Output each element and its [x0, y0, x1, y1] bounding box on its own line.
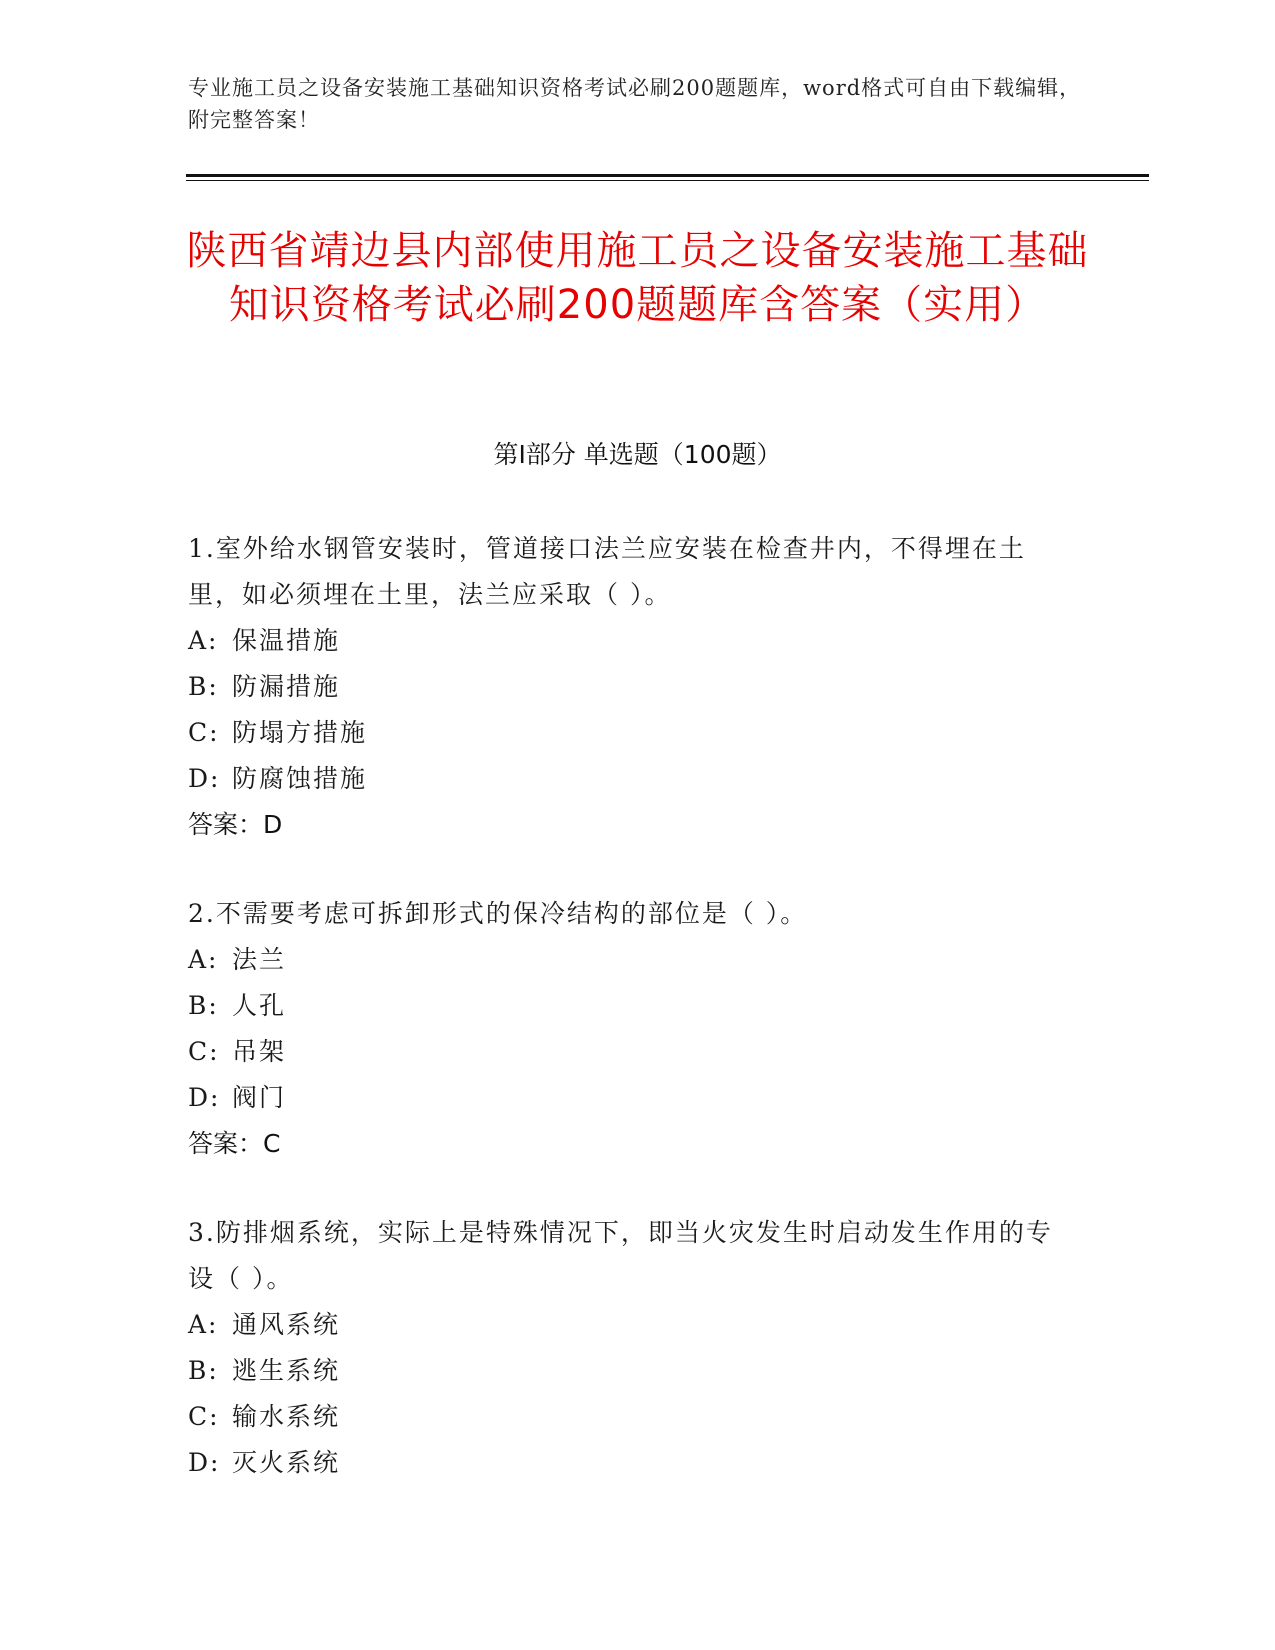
option-letter: B: — [188, 991, 219, 1020]
header-rule-thick — [186, 174, 1149, 177]
option-letter: D: — [188, 764, 221, 793]
option-a — [188, 1302, 1068, 1348]
answer-line: 答案：C — [188, 1129, 281, 1158]
question-stem: 1.室外给水钢管安装时，管道接口法兰应安装在检查井内，不得埋在土里，如必须埋在土里，法兰应采取（ ）。 — [188, 534, 1026, 609]
option-letter: A: — [188, 945, 219, 974]
option-text: 防腐蚀措施 — [232, 764, 368, 793]
option-letter: C: — [188, 1037, 220, 1066]
option-letter: D: — [188, 1083, 221, 1112]
option-text: 人孔 — [232, 991, 287, 1020]
header-rule-thin — [186, 180, 1149, 181]
option-d — [188, 1075, 1068, 1121]
option-text: 逃生系统 — [232, 1356, 341, 1385]
question-spacer — [188, 1167, 1068, 1210]
question-2 — [188, 891, 1068, 1167]
option-letter: A: — [188, 626, 219, 655]
document-title: 陕西省靖边县内部使用施工员之设备安装施工基础知识资格考试必刷200题题库含答案（实用） — [186, 228, 1089, 328]
question-list — [188, 526, 1068, 1486]
option-a — [188, 937, 1068, 983]
section-heading: 第Ⅰ部分 单选题（100题） — [493, 440, 782, 469]
option-text: 防漏措施 — [232, 672, 341, 701]
option-letter: D: — [188, 1448, 221, 1477]
option-text: 法兰 — [232, 945, 287, 974]
option-letter: C: — [188, 718, 220, 747]
document-header-note: 专业施工员之设备安装施工基础知识资格考试必刷200题题库，word格式可自由下载编辑，附完整答案！ — [188, 76, 1082, 132]
option-letter: C: — [188, 1402, 220, 1431]
option-text: 通风系统 — [232, 1310, 341, 1339]
option-a — [188, 618, 1068, 664]
option-letter: B: — [188, 672, 219, 701]
option-b — [188, 1348, 1068, 1394]
option-text: 吊架 — [232, 1037, 287, 1066]
option-c — [188, 710, 1068, 756]
answer-line: 答案：D — [188, 810, 283, 839]
option-d — [188, 756, 1068, 802]
option-text: 保温措施 — [232, 626, 341, 655]
option-b — [188, 983, 1068, 1029]
question-stem: 2.不需要考虑可拆卸形式的保冷结构的部位是（ ）。 — [188, 899, 808, 928]
option-text: 阀门 — [232, 1083, 287, 1112]
option-d — [188, 1440, 1068, 1486]
option-c — [188, 1029, 1068, 1075]
question-stem: 3.防排烟系统，实际上是特殊情况下，即当火灾发生时启动发生作用的专设（ ）。 — [188, 1218, 1053, 1293]
option-text: 防塌方措施 — [232, 718, 368, 747]
question-3 — [188, 1210, 1068, 1486]
question-spacer — [188, 848, 1068, 891]
option-text: 灭火系统 — [232, 1448, 341, 1477]
question-1 — [188, 526, 1068, 848]
option-c — [188, 1394, 1068, 1440]
option-letter: B: — [188, 1356, 219, 1385]
option-letter: A: — [188, 1310, 219, 1339]
option-b — [188, 664, 1068, 710]
option-text: 输水系统 — [232, 1402, 341, 1431]
